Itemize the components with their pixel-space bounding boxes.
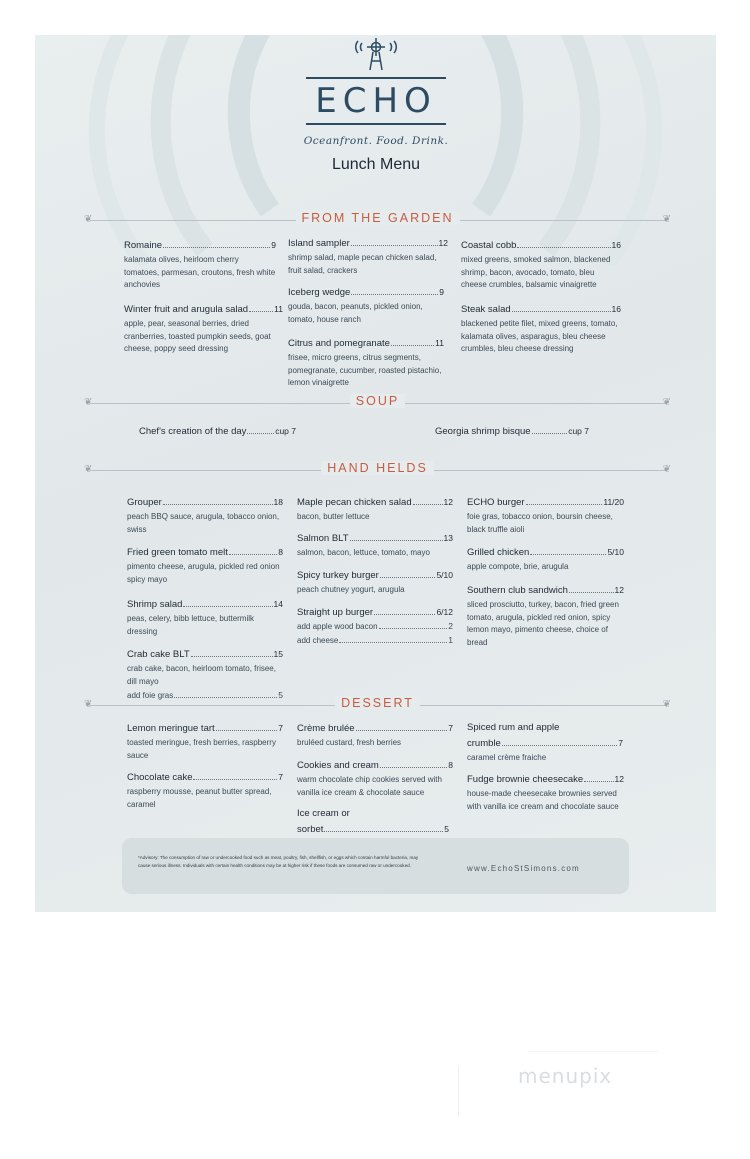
section-garden-label: FROM THE GARDEN — [296, 211, 460, 225]
menu-item-creme-brulee — [297, 722, 453, 750]
item-description: peach BBQ sauce, arugula, tobacco onion, swiss — [127, 512, 280, 534]
item-description: blackened petite filet, mixed greens, tomato, kalamata olives, asparagus, bleu cheese crumbles, bleu cheese dressing — [461, 319, 618, 353]
windmill-icon — [353, 35, 399, 71]
item-price: 12 — [443, 497, 453, 507]
item-name: Crème brulée — [297, 723, 355, 734]
item-description: frisee, micro greens, citrus segments, pomegranate, cucumber, roasted pistachio, lemon vinaigrette — [288, 353, 442, 387]
item-description: shrimp salad, maple pecan chicken salad, fruit salad, crackers — [288, 253, 437, 275]
flourish-icon: ❦ — [84, 464, 93, 475]
item-description: apple, pear, seasonal berries, dried cranberries, toasted pumpkin seeds, goat cheese, poppy seed dressing — [124, 319, 271, 353]
item-price: 12 — [614, 774, 624, 784]
item-price: 11 — [435, 338, 444, 348]
flourish-icon: ❦ — [662, 214, 671, 225]
item-price: cup 7 — [275, 426, 296, 436]
menu-item-iceberg-wedge — [288, 286, 444, 326]
menu-item-grouper — [127, 496, 283, 536]
item-price: 8 — [448, 760, 453, 770]
menu-item-coastal-cobb — [461, 239, 621, 292]
item-price: 8 — [278, 547, 283, 557]
item-price: 5/10 — [607, 547, 624, 557]
item-name: Southern club sandwich — [467, 585, 568, 596]
menu-item-citrus-pomegranate — [288, 337, 444, 390]
menu-item-lemon-meringue-tart — [127, 722, 283, 762]
watermark — [458, 1048, 658, 1118]
item-name: Fudge brownie cheesecake — [467, 774, 584, 785]
menu-item-cookies-and-cream — [297, 759, 453, 799]
item-price: 18 — [273, 497, 283, 507]
item-description: house-made cheesecake brownies served with vanilla ice cream and chocolate sauce — [467, 789, 619, 811]
item-price: 5/10 — [436, 570, 453, 580]
item-name: Iceberg wedge — [288, 287, 351, 298]
item-name-cont: crumble — [467, 738, 501, 749]
menu-item-spicy-turkey-burger — [297, 569, 453, 597]
item-price: 11/20 — [603, 497, 624, 507]
section-handhelds-heading — [84, 459, 671, 479]
advisory-box — [122, 838, 629, 894]
item-name: Spiced rum and apple — [467, 722, 560, 733]
item-name: Chef's creation of the day — [139, 426, 247, 437]
item-description: toasted meringue, fresh berries, raspberry sauce — [127, 738, 276, 760]
item-name: Winter fruit and arugula salad — [124, 304, 249, 315]
menu-item-straight-up-burger — [297, 606, 453, 647]
item-description: raspberry mousse, peanut butter spread, caramel — [127, 787, 272, 809]
menu-card — [35, 35, 716, 912]
item-name: Grilled chicken — [467, 547, 530, 558]
item-price: 5 — [444, 824, 449, 834]
item-name: Romaine — [124, 240, 163, 251]
item-price: 16 — [611, 304, 621, 314]
item-description: peach chutney yogurt, arugula — [297, 585, 405, 594]
item-name: Grouper — [127, 497, 162, 508]
menu-item-fudge-brownie-cheesecake — [467, 773, 624, 813]
menu-item-salmon-blt — [297, 532, 453, 560]
menu-item-shrimp-bisque — [435, 425, 589, 438]
item-name: Crab cake BLT — [127, 649, 190, 660]
item-name: ECHO burger — [467, 497, 525, 508]
flourish-icon: ❦ — [662, 397, 671, 408]
item-name: Spicy turkey burger — [297, 570, 379, 581]
menu-item-chocolate-cake — [127, 771, 283, 811]
section-garden-heading — [84, 209, 671, 229]
item-name: Steak salad — [461, 304, 511, 315]
item-name: Fried green tomato melt — [127, 547, 228, 558]
item-description: bacon, butter lettuce — [297, 512, 370, 521]
advisory-text: *Advisory: The consumption of raw or undercooked food such as meat, poultry, fish, shellfish, or eggs which contain harmful bacteria, may cause serious illness. Individuals with certain health conditions may be at higher risk if these foods are consumed raw or undercooked. — [138, 855, 419, 868]
item-name: Ice cream or — [297, 808, 350, 819]
menu-item-steak-salad — [461, 303, 621, 356]
menu-item-shrimp-salad — [127, 598, 283, 638]
menu-item-southern-club — [467, 584, 624, 649]
tagline: Oceanfront. Food. Drink. — [303, 135, 449, 147]
item-name: Georgia shrimp bisque — [435, 426, 531, 437]
menu-item-island-sampler — [288, 237, 448, 277]
menu-item-winter-salad — [124, 303, 283, 356]
item-description: warm chocolate chip cookies served with vanilla ice cream & chocolate sauce — [297, 775, 442, 797]
item-description: salmon, bacon, lettuce, tomato, mayo — [297, 548, 430, 557]
item-price: 7 — [278, 772, 283, 782]
item-name: Citrus and pomegranate — [288, 338, 390, 349]
item-description: crab cake, bacon, heirloom tomato, frisee, dill mayo — [127, 664, 276, 686]
item-description: mixed greens, smoked salmon, blackened shrimp, bacon, avocado, tomato, bleu cheese crumbles, balsamic vinaigrette — [461, 255, 611, 289]
menu-item-spiced-rum-crumble — [467, 722, 623, 765]
menu-title: Lunch Menu — [331, 156, 421, 173]
item-description: bruléed custard, fresh berries — [297, 738, 402, 747]
item-name: Shrimp salad — [127, 599, 183, 610]
item-name: Straight up burger — [297, 607, 374, 618]
item-price: 6/12 — [436, 607, 453, 617]
section-soup-heading — [84, 392, 671, 412]
menu-item-grilled-chicken — [467, 546, 624, 574]
flourish-icon: ❦ — [84, 699, 93, 710]
item-description: caramel crème fraiche — [467, 753, 547, 762]
website-url: www.EchoStSimons.com — [467, 864, 580, 873]
section-soup-label: SOUP — [350, 394, 405, 408]
section-dessert-heading — [84, 694, 671, 714]
item-description: apple compote, brie, arugula — [467, 562, 569, 571]
item-price: 14 — [273, 599, 283, 609]
section-handhelds-label: HAND HELDS — [321, 461, 434, 475]
item-description: peas, celery, bibb lettuce, buttermilk dressing — [127, 614, 255, 636]
addon-name: add cheese — [297, 636, 339, 645]
item-name: Island sampler — [288, 238, 350, 249]
menu-item-green-tomato-melt — [127, 546, 283, 586]
addon-price: 2 — [448, 621, 453, 631]
item-price: 7 — [448, 723, 453, 733]
item-name: Chocolate cake — [127, 772, 193, 783]
item-price: 16 — [611, 240, 621, 250]
item-name: Cookies and cream — [297, 760, 379, 771]
watermark-text: menupix — [518, 1064, 613, 1088]
addon-price: 1 — [448, 635, 453, 645]
item-description: pimento cheese, arugula, pickled red onion spicy mayo — [127, 562, 280, 584]
item-description: gouda, bacon, peanuts, pickled onion, tomato, house ranch — [288, 302, 423, 324]
menu-item-maple-pecan-chicken — [297, 496, 453, 524]
menu-item-ice-cream-sorbet — [297, 808, 449, 836]
menu-item-echo-burger — [467, 496, 624, 536]
item-name: Lemon meringue tart — [127, 723, 215, 734]
addon-price: 5 — [278, 690, 283, 700]
item-price: 13 — [443, 533, 453, 543]
item-price: 9 — [271, 240, 276, 250]
item-name: Maple pecan chicken salad — [297, 497, 412, 508]
item-name-cont: sorbet — [297, 824, 324, 835]
flourish-icon: ❦ — [84, 397, 93, 408]
item-description: sliced prosciutto, turkey, bacon, fried green tomato, arugula, pickled red onion, spicy lemon mayo, pimento cheese, choice of bread — [467, 600, 619, 647]
logo-text: ECHO — [315, 81, 437, 121]
addon-name: add foie gras — [127, 691, 174, 700]
logo — [306, 77, 446, 125]
item-price: 12 — [438, 238, 448, 248]
item-price: 15 — [273, 649, 283, 659]
flourish-icon: ❦ — [662, 464, 671, 475]
item-price: 9 — [439, 287, 444, 297]
item-description: foie gras, tobacco onion, boursin cheese, black truffle aioli — [467, 512, 613, 534]
item-price: 7 — [278, 723, 283, 733]
item-price: cup 7 — [568, 426, 589, 436]
flourish-icon: ❦ — [84, 214, 93, 225]
item-name: Salmon BLT — [297, 533, 349, 544]
flourish-icon: ❦ — [662, 699, 671, 710]
menu-item-chefs-creation — [139, 425, 296, 438]
item-price: 12 — [614, 585, 624, 595]
addon-name: add apple wood bacon — [297, 622, 378, 631]
item-description: kalamata olives, heirloom cherry tomatoes, parmesan, croutons, fresh white anchovies — [124, 255, 276, 289]
item-price: 11 — [274, 304, 283, 314]
item-name: Coastal cobb — [461, 240, 517, 251]
section-dessert-label: DESSERT — [335, 696, 420, 710]
menu-item-romaine — [124, 239, 276, 292]
item-price: 7 — [618, 738, 623, 748]
